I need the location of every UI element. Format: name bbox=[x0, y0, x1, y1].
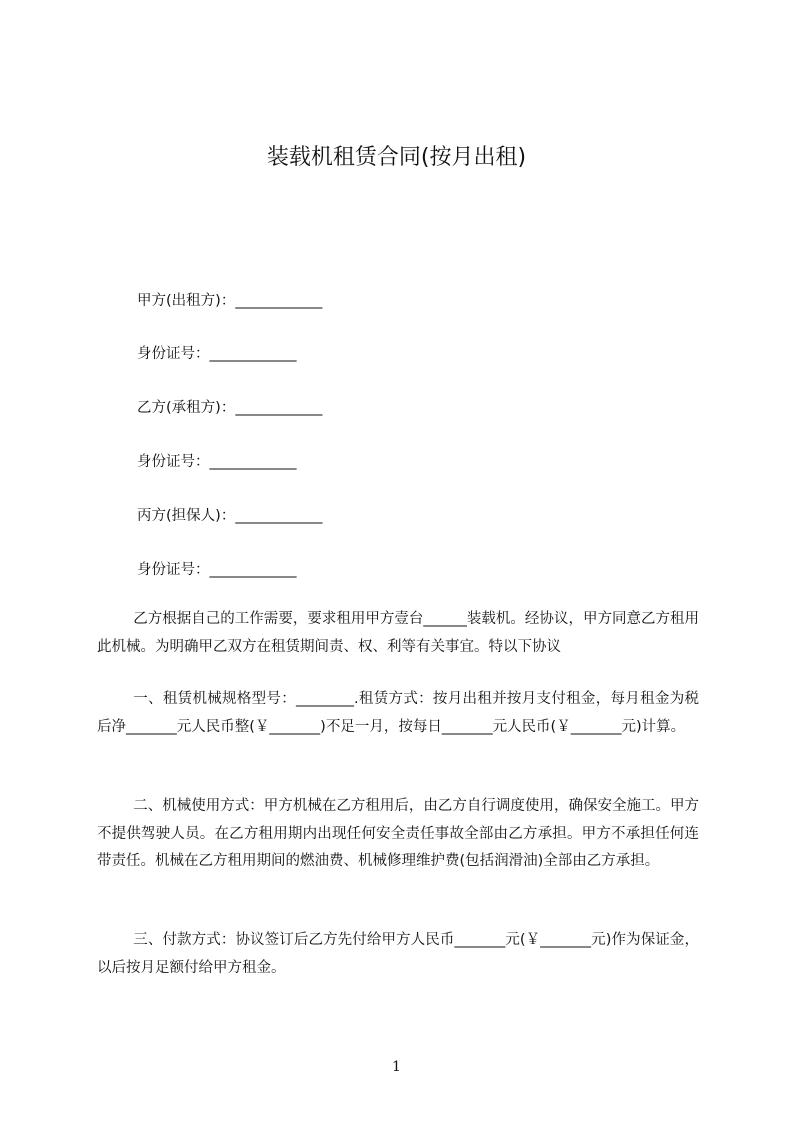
page-title: 装载机租赁合同(按月出租) bbox=[266, 145, 527, 170]
party-c-id-field: 身份证号：____________ bbox=[137, 562, 297, 578]
party-a-field: 甲方(出租方)：____________ bbox=[137, 293, 323, 309]
clause-1-paragraph: 一、租赁机械规格型号：________.租赁方式：按月出租并按月支付租金，每月租金为税后净_______元人民币整(￥_______)不足一月，按每日_______元人民币(￥_______元)计算。 bbox=[97, 691, 699, 735]
clause-3-paragraph: 三、付款方式：协议签订后乙方先付给甲方人民币_______元(￥_______元)作为保证金，以后按月足额付给甲方租金。 bbox=[97, 932, 699, 976]
clause-2-paragraph: 二、机械使用方式：甲方机械在乙方租用后，由乙方自行调度使用，确保安全施工。甲方不提供驾驶人员。在乙方租用期内出现任何安全责任事故全部由乙方承担。甲方不承担任何连带责任。机械在乙方租用期间的燃油费、机械修理维护费(包括润滑油)全部由乙方承担。 bbox=[97, 798, 699, 869]
intro-paragraph: 乙方根据自己的工作需要，要求租用甲方壹台______装载机。经协议，甲方同意乙方租用此机械。为明确甲乙双方在租赁期间责、权、利等有关事宜。特以下协议 bbox=[97, 611, 699, 655]
party-a-id-field: 身份证号：____________ bbox=[137, 346, 297, 362]
party-c-field: 丙方(担保人)：____________ bbox=[137, 508, 323, 524]
page-number: 1 bbox=[392, 1059, 401, 1075]
party-b-field: 乙方(承租方)：____________ bbox=[137, 400, 323, 416]
party-b-id-field: 身份证号：____________ bbox=[137, 454, 297, 470]
